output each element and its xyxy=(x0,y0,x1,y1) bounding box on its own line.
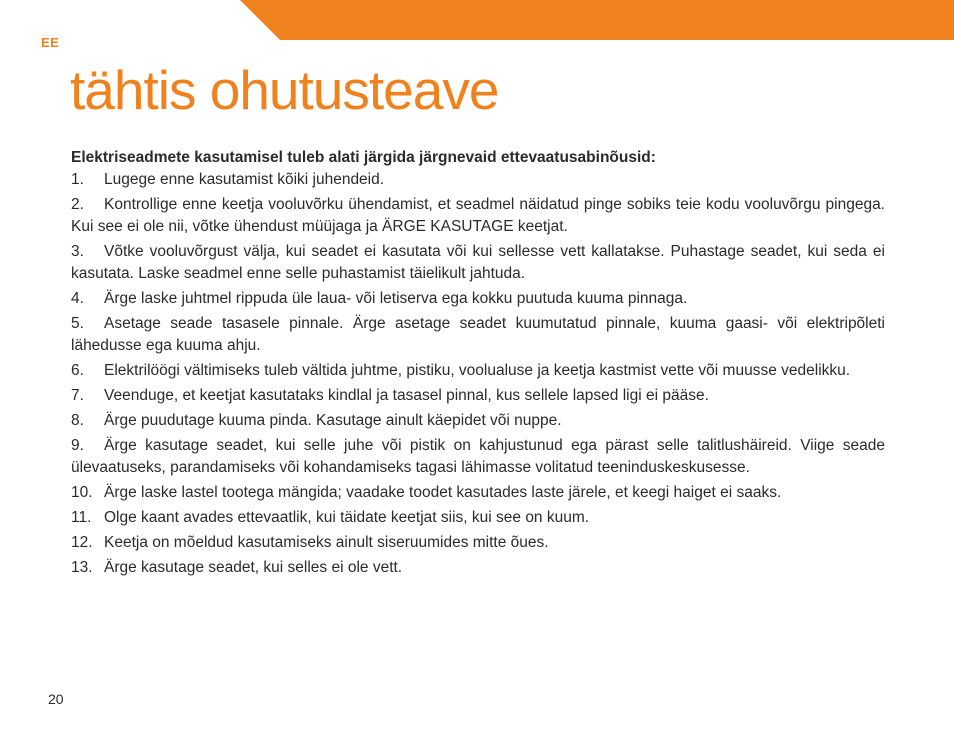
list-item-number: 3. xyxy=(71,243,84,260)
list-item xyxy=(71,385,885,407)
list-item-number: 11. xyxy=(71,509,92,526)
list-item-number: 13. xyxy=(71,559,93,576)
list-item xyxy=(71,410,885,432)
list-item-text: Võtke vooluvõrgust välja, kui seadet ei kasutata või kui sellesse vett kallatakse. Puhastage seadet, kui seda ei kasutata. Laske seadmel enne selle puhastamist täielikult jahtuda. xyxy=(71,243,885,282)
list-item xyxy=(71,194,885,238)
list-item xyxy=(71,360,885,382)
list-item-text: Ärge laske juhtmel rippuda üle laua- või letiserva ega kokku puutuda kuuma pinnaga. xyxy=(104,290,688,307)
list-item xyxy=(71,241,885,285)
page-number: 20 xyxy=(48,691,64,707)
list-item-text: Ärge laske lastel tootega mängida; vaadake toodet kasutades laste järele, et keegi haiget ei saaks. xyxy=(104,484,782,501)
safety-content xyxy=(71,147,885,582)
language-tag: EE xyxy=(41,35,60,50)
list-item-text: Ärge puudutage kuuma pinda. Kasutage ainult käepidet või nuppe. xyxy=(104,412,562,429)
list-item-number: 8. xyxy=(71,412,84,429)
safety-list xyxy=(71,169,885,579)
header-orange-band xyxy=(0,0,954,40)
list-item-text: Veenduge, et keetjat kasutataks kindlal ja tasasel pinnal, kus sellele lapsed ligi ei pääse. xyxy=(104,387,709,404)
list-item-text: Ärge kasutage seadet, kui selles ei ole vett. xyxy=(104,559,403,576)
list-item-text: Keetja on mõeldud kasutamiseks ainult siseruumides mitte õues. xyxy=(104,534,549,551)
list-item-text: Ärge kasutage seadet, kui selle juhe või pistik on kahjustunud ega pärast selle talitlushäireid. Viige seade ülevaatuseks, parandamiseks või kohandamiseks tagasi lähimasse volitatud teeninduskeskusesse. xyxy=(71,437,885,476)
list-item-text: Asetage seade tasasele pinnale. Ärge asetage seadet kuumutatud pinnale, kuuma gaasi- või elektripõleti lähedusse ega kuuma ahju. xyxy=(71,315,885,354)
list-item xyxy=(71,532,885,554)
list-item xyxy=(71,169,885,191)
list-item xyxy=(71,435,885,479)
list-item-number: 5. xyxy=(71,315,84,332)
list-item-text: Olge kaant avades ettevaatlik, kui täidate keetjat siis, kui see on kuum. xyxy=(104,509,590,526)
list-item-text: Kontrollige enne keetja vooluvõrku ühendamist, et seadmel näidatud pinge sobiks teie kodu vooluvõrgu pingega. Kui see ei ole nii, võtke ühendust müüjaga ja ÄRGE KASUTAGE keetjat. xyxy=(71,196,885,235)
list-item xyxy=(71,482,885,504)
list-item-number: 9. xyxy=(71,437,84,454)
list-item-number: 1. xyxy=(71,171,84,188)
list-item-number: 12. xyxy=(71,534,93,551)
intro-text: Elektriseadmete kasutamisel tuleb alati järgida järgnevaid ettevaatusabinõusid: xyxy=(71,149,656,166)
list-item-number: 4. xyxy=(71,290,84,307)
list-item xyxy=(71,313,885,357)
list-item-text: Elektrilöögi vältimiseks tuleb vältida juhtme, pistiku, voolualuse ja keetja kastmist vette või muusse vedelikku. xyxy=(104,362,851,379)
list-item-number: 10. xyxy=(71,484,93,501)
list-item-number: 6. xyxy=(71,362,84,379)
list-item xyxy=(71,557,885,579)
list-item-number: 7. xyxy=(71,387,84,404)
page-title: tähtis ohutusteave xyxy=(70,59,499,121)
list-item-number: 2. xyxy=(71,196,84,213)
list-item xyxy=(71,507,885,529)
list-item-text: Lugege enne kasutamist kõiki juhendeid. xyxy=(104,171,385,188)
list-item xyxy=(71,288,885,310)
